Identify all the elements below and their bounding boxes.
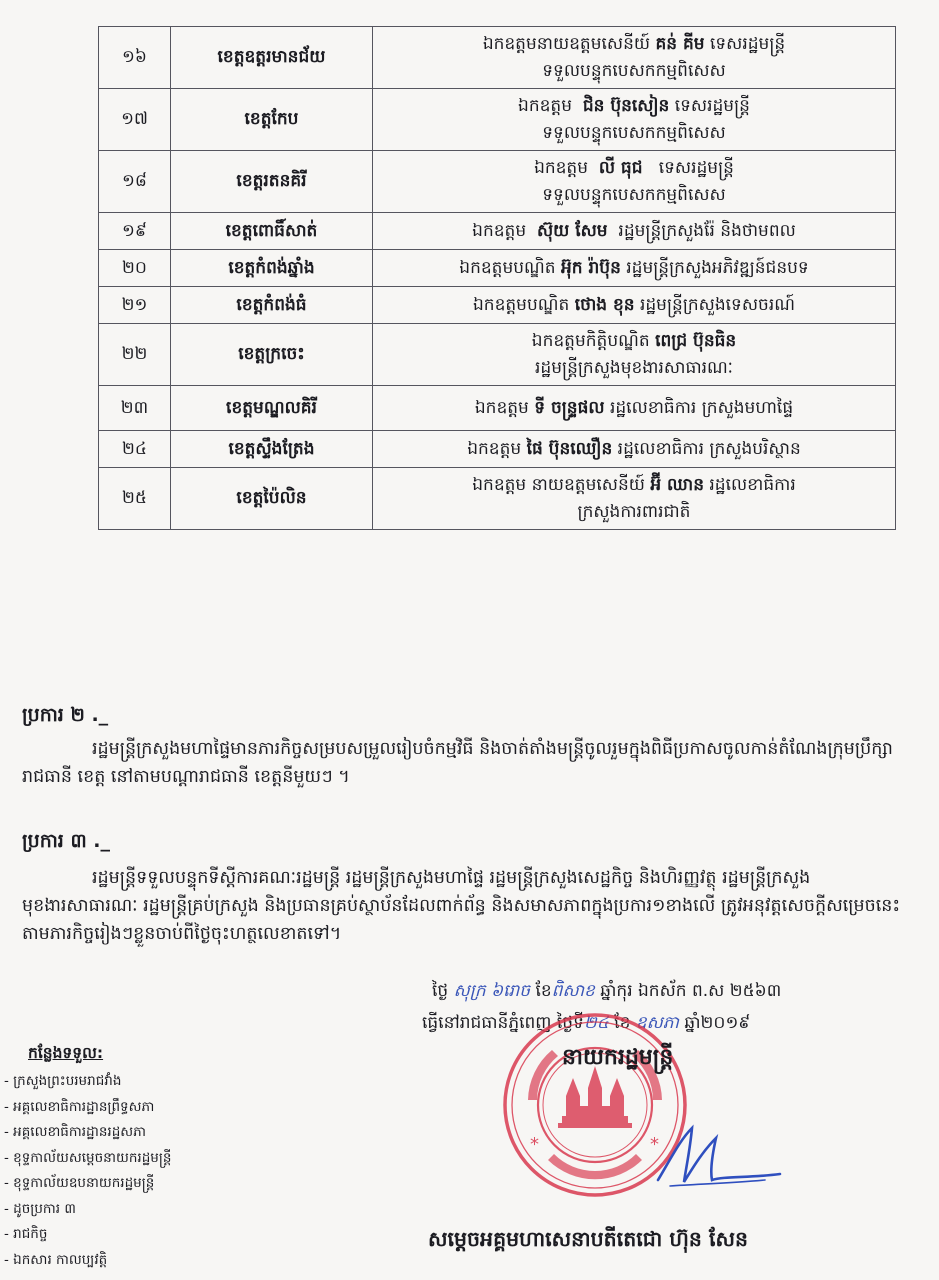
appointee-position: រដ្ឋមន្ត្រីក្រសួងអភិវឌ្ឍន៍ជនបទ (620, 257, 809, 278)
province-name: ខេត្តមណ្ឌលគិរី (171, 386, 373, 431)
province-name: ខេត្តកែប (171, 89, 373, 151)
signer-name: សម្តេចអគ្គមហាសេនាបតីតេជោ ហ៊ុន សែន (428, 1227, 749, 1251)
svg-text:*: * (530, 1134, 539, 1155)
province-name: ខេត្តក្រចេះ (171, 324, 373, 386)
province-name: ខេត្តស្ទឹងត្រែង (171, 431, 373, 468)
province-name: ខេត្តឧត្តរមានជ័យ (171, 27, 373, 89)
recipient-item: - អគ្គលេខាធិការដ្ឋានព្រឹទ្ធសភា (4, 1098, 155, 1115)
row-number: ១៦ (99, 27, 171, 89)
appointee-line-1 (381, 93, 887, 119)
appointee-line-1 (381, 292, 887, 318)
appointee-title: ឯកឧត្តមបណ្ឌិត (473, 294, 575, 315)
appointee-cell (373, 386, 896, 431)
province-name: ខេត្តកំពង់ឆ្នាំង (171, 250, 373, 287)
handwritten-solar-day: ២៤ (583, 1013, 609, 1033)
appointee-name: ផៃ ប៊ុនឈឿន (526, 438, 613, 459)
appointee-line-2: ក្រសួងការពារជាតិ (577, 501, 691, 522)
appointee-cell (373, 89, 896, 151)
row-number: ១៩ (99, 213, 171, 250)
appointee-line-1 (381, 436, 887, 462)
province-name: ខេត្តរតនគិរី (171, 151, 373, 213)
appointee-cell (373, 213, 896, 250)
appointee-name: ជិន ប៊ុនសៀន (582, 96, 670, 117)
appointee-name: ថោង ខុន (574, 294, 635, 315)
recipient-item: - ឯកសារ កាលប្បវត្តិ (4, 1251, 108, 1268)
appointee-title: ឯកឧត្តម នាយឧត្តមសេនីយ៍ (472, 475, 651, 496)
appointee-title: ឯកឧត្តម (474, 397, 535, 418)
appointment-table (98, 26, 896, 530)
handwritten-lunar-month: ពិសាខ (551, 981, 595, 1001)
appointee-line-2: ទទួលបន្ទុកបេសកកម្មពិសេស (542, 184, 726, 205)
article-3-title: ប្រការ ៣ ._ (22, 830, 111, 852)
appointee-line-1 (381, 472, 887, 498)
recipient-item: - អគ្គលេខាធិការដ្ឋានរដ្ឋសភា (4, 1124, 146, 1140)
appointee-position: ទេសរដ្ឋមន្ត្រី (642, 158, 734, 179)
table-row (99, 250, 896, 287)
appointee-title: ឯកឧត្តម (472, 220, 537, 241)
appointee-cell (373, 250, 896, 287)
appointee-name: លី ធុជ (598, 158, 643, 179)
table-row (99, 151, 896, 213)
appointee-line-1 (381, 155, 887, 181)
appointee-line-2: ទទួលបន្ទុកបេសកកម្មពិសេស (542, 60, 726, 81)
position-title: នាយករដ្ឋមន្ត្រី (562, 1045, 674, 1070)
lunar-date-line: ថ្ងៃ សុក្រ ៦រោច ខែពិសាខ ឆ្នាំកុរ ឯកស័ក ព.ស ២៥៦៣ (432, 981, 782, 1001)
recipient-item: - ខុទ្ទកាល័យឧបនាយករដ្ឋមន្ត្រី (4, 1175, 155, 1191)
province-name: ខេត្តប៉ៃលិន (171, 468, 373, 530)
row-number: ២១ (99, 287, 171, 324)
appointee-line-2: ទទួលបន្ទុកបេសកកម្មពិសេស (542, 122, 726, 143)
appointee-title: ឯកឧត្តម (534, 158, 599, 179)
appointee-name: ស៊ុយ សែម (536, 220, 608, 241)
appointee-position: រដ្ឋលេខាធិការ (704, 475, 796, 496)
appointee-name: ពេជ្រ ប៊ុនធិន (655, 331, 737, 352)
province-name: ខេត្តពោធិ៍សាត់ (171, 213, 373, 250)
appointee-line-1 (381, 218, 887, 244)
appointee-position: រដ្ឋមន្ត្រីក្រសួងរ៉ែ និងថាមពល (607, 220, 796, 241)
recipient-item: - ខុទ្ទកាល័យសម្តេចនាយករដ្ឋមន្ត្រី (4, 1149, 172, 1166)
appointee-line-1 (381, 395, 887, 421)
handwritten-lunar: ៦រោច (491, 981, 531, 1001)
appointee-position: ទេសរដ្ឋមន្ត្រី (704, 34, 786, 55)
row-number: ២៤ (99, 431, 171, 468)
province-name: ខេត្តកំពង់ធំ (171, 287, 373, 324)
table-row (99, 386, 896, 431)
appointee-name: អ៊ី ឈាន (650, 475, 704, 496)
appointee-line-1 (381, 31, 887, 57)
appointee-cell (373, 431, 896, 468)
appointee-position: រដ្ឋលេខាធិការ ក្រសួងបរិស្ថាន (612, 438, 801, 459)
row-number: ១៨ (99, 151, 171, 213)
table-row (99, 89, 896, 151)
appointee-position: ទេសរដ្ឋមន្ត្រី (669, 96, 750, 117)
recipient-item: - ដូចប្រការ ៣ (4, 1200, 76, 1217)
appointee-position: រដ្ឋលេខាធិការ ក្រសួងមហាផ្ទៃ (604, 397, 794, 418)
handwritten-solar-month: ឧសភា (635, 1013, 679, 1033)
table-row (99, 468, 896, 530)
table-row (99, 431, 896, 468)
recipient-item: - ក្រសួងព្រះបរមរាជវាំង (4, 1073, 122, 1089)
recipients-list (4, 1069, 171, 1273)
appointee-cell (373, 468, 896, 530)
signature-icon (640, 1120, 790, 1200)
row-number: ២០ (99, 250, 171, 287)
appointee-position: រដ្ឋមន្ត្រីក្រសួងទេសចរណ៍ (634, 294, 795, 315)
appointee-line-1 (381, 328, 887, 354)
article-3-body: រដ្ឋមន្ត្រីទទួលបន្ទុកទីស្តីការគណៈរដ្ឋមន្ត្រី រដ្ឋមន្ត្រីក្រសួងមហាផ្ទៃ រដ្ឋមន្ត្រីក្រសួងសេដ្ឋកិច្ច និងហិរញ្ញវត្ថុ រដ្ឋមន្ត្រីក្រសួងមុខងារសាធារណៈ រដ្ឋមន្ត្រីគ្រប់ក្រសួង និងប្រធានគ្រប់ស្ថាប័នដែលពាក់ព័ន្ធ និងសមាសភាពក្នុងប្រការ១ខាងលើ ត្រូវអនុវត្តសេចក្តីសម្រេចនេះតាមភារកិច្ចរៀងៗខ្លួនចាប់ពីថ្ងៃចុះហត្ថលេខាតទៅ។ (22, 868, 901, 944)
appointee-title: ឯកឧត្តមបណ្ឌិត (459, 257, 561, 278)
row-number: ២៥ (99, 468, 171, 530)
appointee-line-1 (381, 255, 887, 281)
appointee-cell (373, 287, 896, 324)
appointee-title: ឯកឧត្តម (518, 96, 583, 117)
appointee-title: ឯកឧត្តមកិត្តិបណ្ឌិត (531, 331, 656, 352)
row-number: ២២ (99, 324, 171, 386)
table-row (99, 213, 896, 250)
appointee-cell (373, 27, 896, 89)
recipients-title: កន្លែងទទួល: (28, 1044, 104, 1062)
svg-text:*: * (650, 1134, 659, 1155)
row-number: ២៣ (99, 386, 171, 431)
appointee-cell (373, 324, 896, 386)
article-2-title: ប្រការ ២ ._ (22, 704, 109, 726)
table-row (99, 324, 896, 386)
appointee-name: អ៊ុក រ៉ាប៊ុន (560, 257, 621, 278)
article-2-body: រដ្ឋមន្ត្រីក្រសួងមហាផ្ទៃមានភារកិច្ចសម្របសម្រួលរៀបចំកម្មវិធី និងចាត់តាំងមន្ត្រីចូលរួមក្នុងពិធីប្រកាសចូលកាន់តំណែងក្រុមប្រឹក្សារាជធានី ខេត្ត នៅតាមបណ្តារាជធានី ខេត្តនីមួយៗ ។ (22, 739, 893, 787)
table-row (99, 287, 896, 324)
appointee-name: គន់ គីម (655, 34, 705, 55)
appointee-title: ឯកឧត្តម (467, 438, 527, 459)
row-number: ១៧ (99, 89, 171, 151)
recipient-item: - រាជកិច្ច (4, 1226, 48, 1242)
appointee-cell (373, 151, 896, 213)
appointee-name: ទី ចន្ទ្រផល (534, 397, 605, 418)
appointee-title: ឯកឧត្តមនាយឧត្តមសេនីយ៍ (482, 34, 656, 55)
appointee-line-2: រដ្ឋមន្ត្រីក្រសួងមុខងារសាធារណៈ (535, 357, 733, 378)
table-row (99, 27, 896, 89)
solar-date-line: ធ្វើនៅរាជធានីភ្នំពេញ ថ្ងៃទី២៤ ខែ ឧសភា ឆ្នាំ២០១៩ (422, 1013, 751, 1033)
handwritten-day: សុក្រ (453, 981, 486, 1001)
